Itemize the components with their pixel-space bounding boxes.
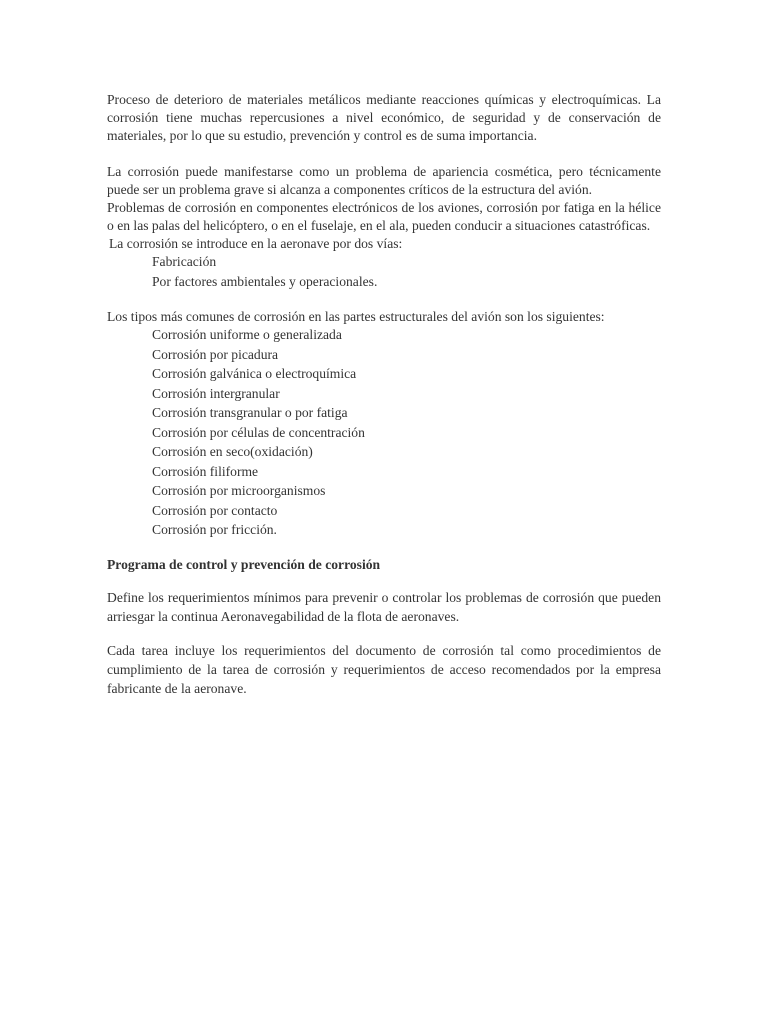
list-item — [107, 462, 661, 482]
tipos-list — [107, 325, 661, 540]
section-heading: Programa de control y prevención de corrosión — [107, 556, 381, 572]
list-item-label: Fabricación — [152, 254, 217, 270]
vias-intro: La corrosión se introduce en la aeronave por dos vías: — [109, 236, 403, 252]
list-item-label: Corrosión por picadura — [152, 346, 279, 362]
list-item-label: Corrosión intergranular — [152, 385, 280, 401]
tipos-intro: Los tipos más comunes de corrosión en las partes estructurales del avión son los siguientes: — [107, 309, 605, 325]
list-item — [107, 384, 661, 404]
list-item-label: Corrosión por contacto — [152, 502, 278, 518]
list-item — [107, 442, 661, 462]
list-item — [107, 481, 661, 501]
section-paragraph-define: Define los requerimientos mínimos para prevenir o controlar los problemas de corrosión que pueden arriesgar la continua Aeronavegabilidad de la flota de aeronaves. — [107, 589, 661, 625]
list-item-label: Corrosión uniforme o generalizada — [152, 327, 342, 343]
list-item — [107, 345, 661, 365]
list-item — [107, 423, 661, 443]
paragraph-cosmetic-problem: La corrosión puede manifestarse como un problema de apariencia cosmética, pero técnicamente puede ser un problema grave si alcanza a componentes críticos de la estructura del avión. — [107, 163, 661, 197]
list-item-label: Corrosión por células de concentración — [152, 424, 365, 440]
paragraph-definition: Proceso de deterioro de materiales metálicos mediante reacciones químicas y electroquímicas. La corrosión tiene muchas repercusiones a nivel económico, de seguridad y de conservación de materiales, por lo que su estudio, prevención y control es de suma importancia. — [107, 92, 661, 144]
list-item-label: Corrosión por fricción. — [152, 522, 277, 538]
list-item-label: Corrosión por microorganismos — [152, 483, 326, 499]
list-item-label: Corrosión en seco(oxidación) — [152, 444, 313, 460]
list-item — [107, 520, 661, 540]
list-item — [107, 403, 661, 423]
list-item-label: Por factores ambientales y operacionales. — [152, 273, 378, 289]
list-item — [107, 501, 661, 521]
document-page — [107, 91, 661, 698]
list-item-label: Corrosión galvánica o electroquímica — [152, 366, 357, 382]
list-item — [107, 252, 661, 272]
list-item-label: Corrosión transgranular o por fatiga — [152, 405, 348, 421]
vias-list — [107, 252, 661, 291]
list-item — [107, 325, 661, 345]
list-item-label: Corrosión filiforme — [152, 463, 259, 479]
section-paragraph-tasks: Cada tarea incluye los requerimientos del documento de corrosión tal como procedimientos de cumplimiento de la tarea de corrosión y requerimientos de acceso recomendados por la empresa fabricante de la aeronave. — [107, 642, 661, 697]
paragraph-component-problems: Problemas de corrosión en componentes electrónicos de los aviones, corrosión por fatiga en la hélice o en las palas del helicóptero, o en el fuselaje, en el ala, pueden conducir a situaciones catastróficas. — [107, 200, 661, 234]
list-item — [107, 364, 661, 384]
list-item — [107, 272, 661, 292]
